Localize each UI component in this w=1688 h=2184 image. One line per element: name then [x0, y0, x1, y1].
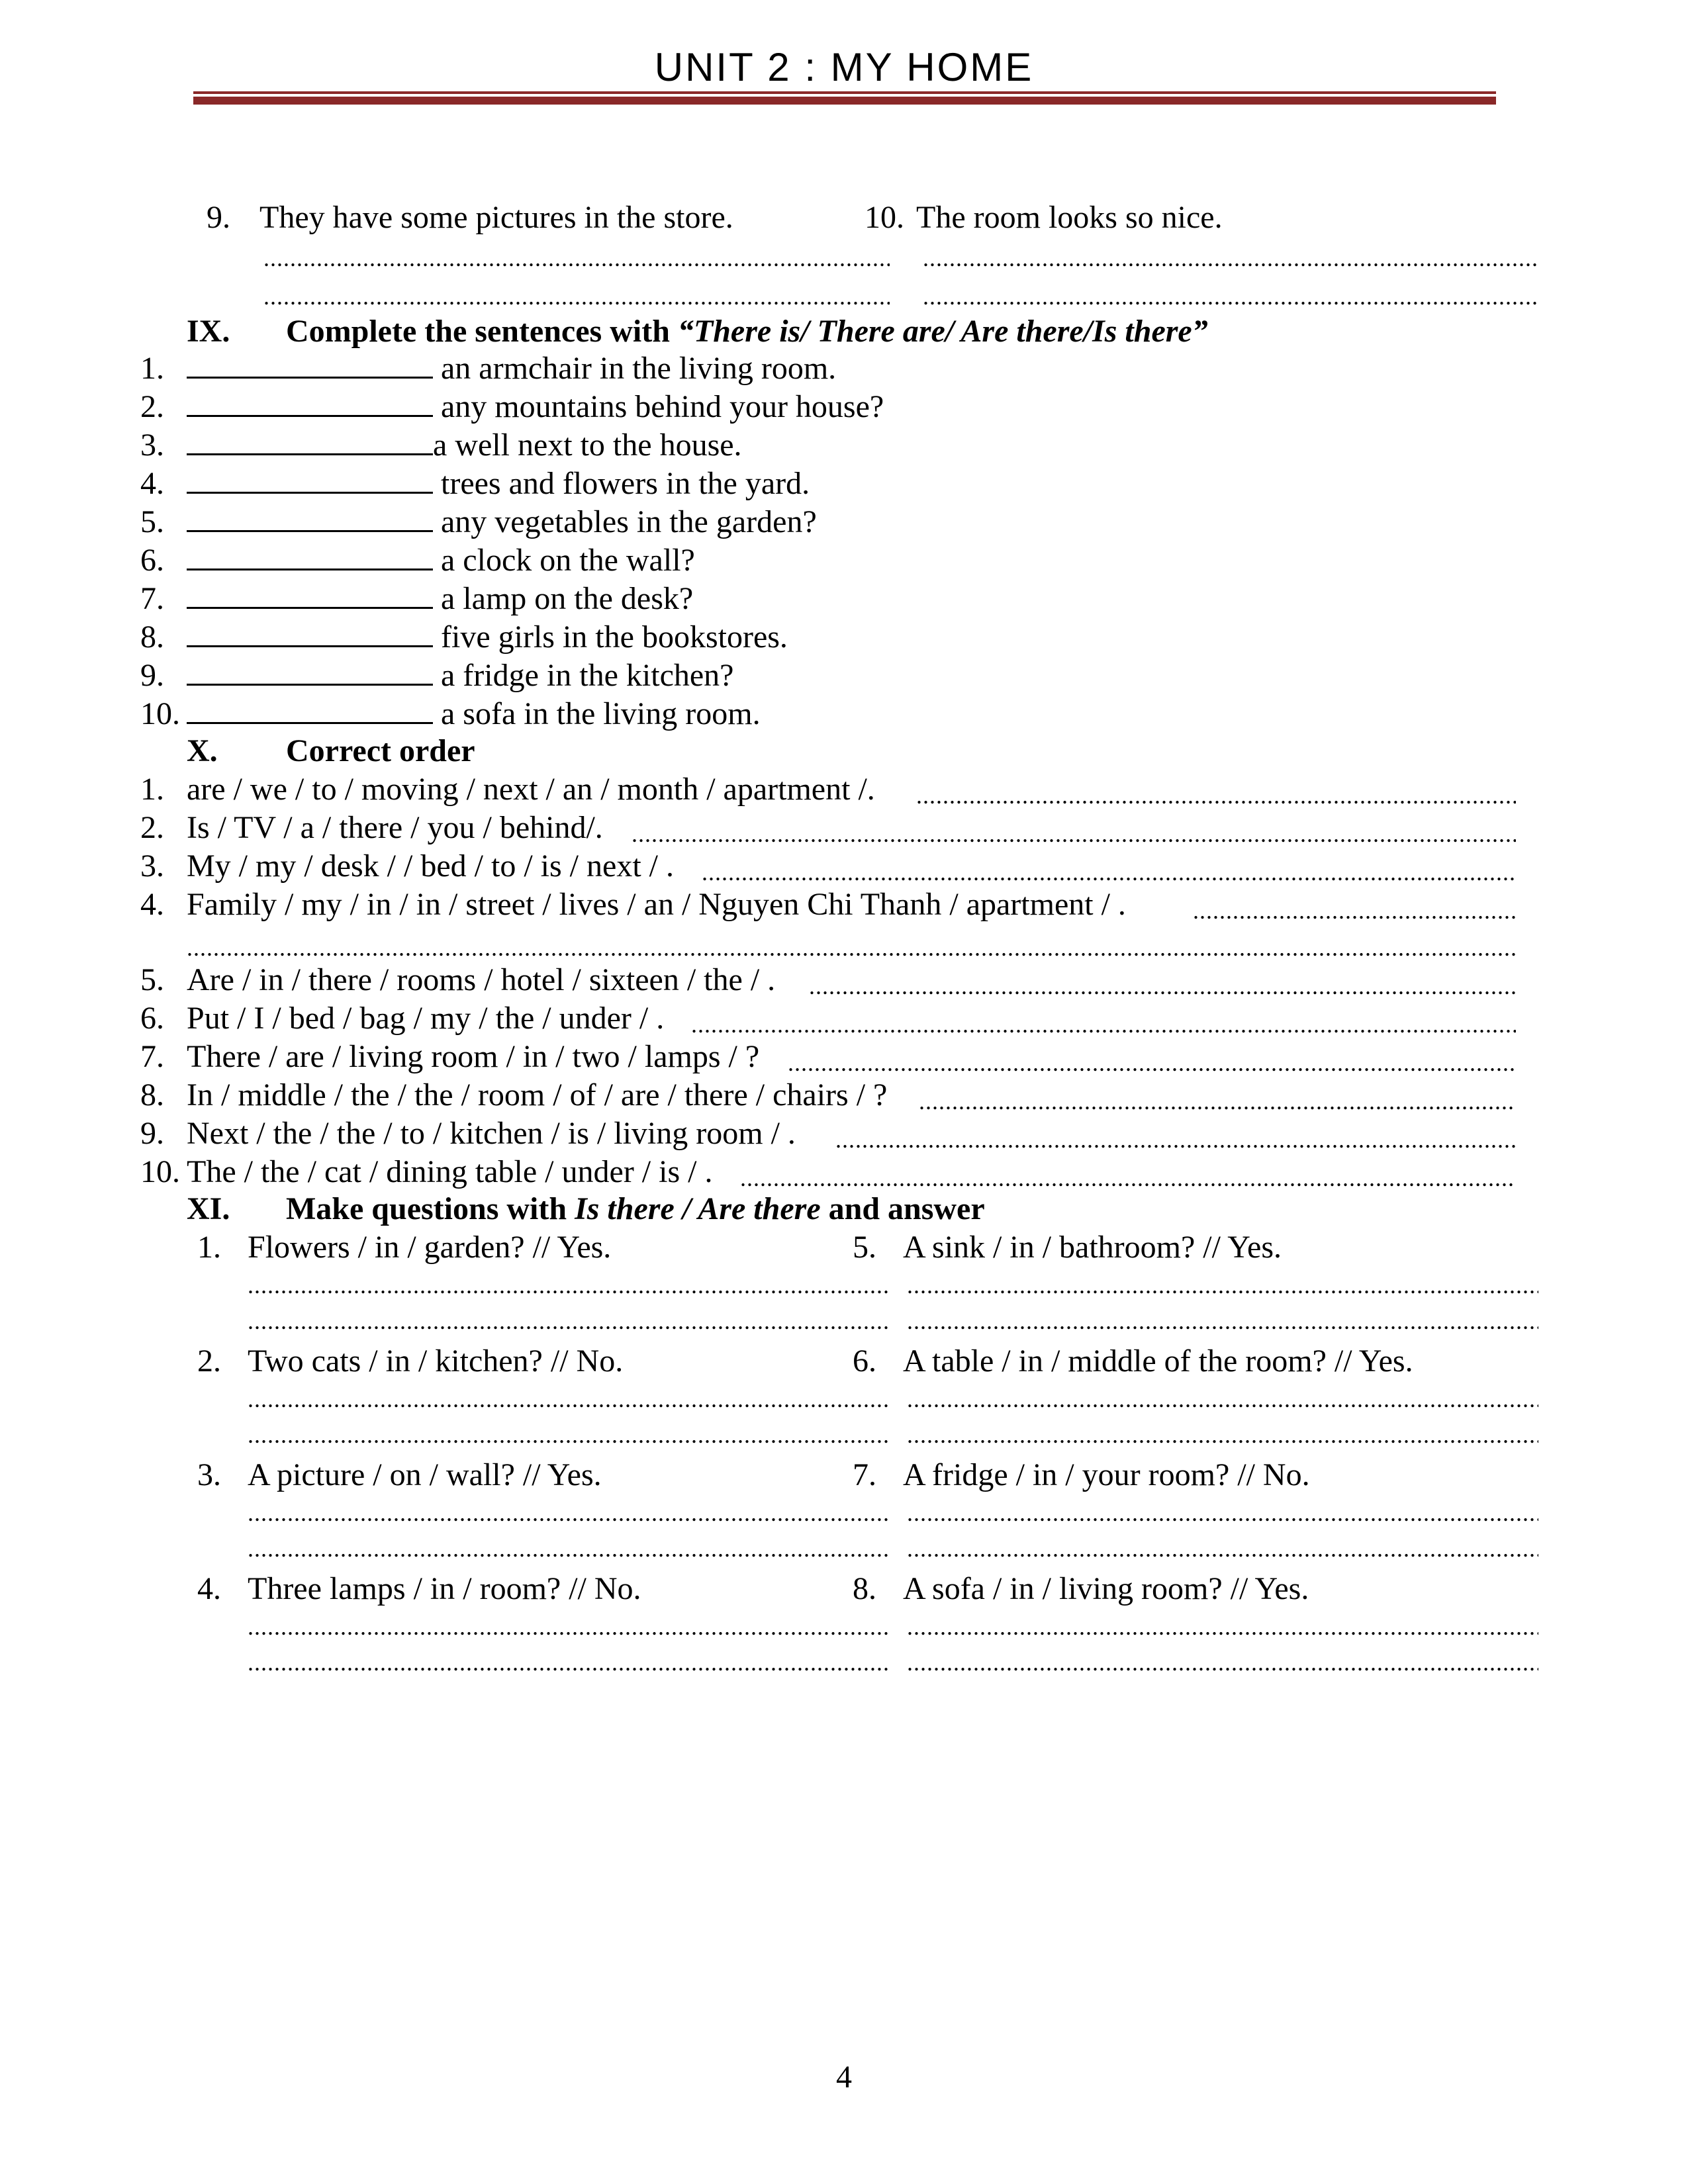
exercise-number: 2. — [197, 1343, 221, 1379]
exercise-number: 4. — [140, 887, 164, 922]
exercise-number: 6. — [140, 543, 164, 578]
section-heading-text: Complete the sentences with — [286, 314, 678, 349]
fill-in-sentence — [187, 618, 788, 657]
answer-line[interactable] — [248, 1386, 890, 1412]
blank-field[interactable] — [187, 580, 433, 609]
scrambled-sentence: Put / I / bed / bag / my / the / under / . — [187, 1001, 665, 1036]
answer-line[interactable] — [907, 1500, 1538, 1526]
sentence-text: an armchair in the living room. — [441, 351, 837, 386]
answer-line[interactable] — [248, 1422, 890, 1448]
blank-field[interactable] — [187, 465, 433, 494]
section-numeral: XI. — [187, 1191, 230, 1226]
exercise-number: 2. — [140, 389, 164, 424]
scrambled-sentence: There / are / living room / in / two / lamps / ? — [187, 1039, 760, 1074]
sentence-text: any mountains behind your house? — [441, 389, 884, 424]
exercise-sentence: They have some pictures in the store. — [259, 200, 733, 235]
section-numeral: IX. — [187, 314, 230, 349]
blank-field[interactable] — [187, 619, 433, 647]
section-heading — [286, 312, 1208, 351]
fill-in-sentence — [187, 657, 733, 695]
header-rule-thick — [193, 97, 1496, 105]
scrambled-sentence: My / my / desk / / bed / to / is / next / . — [187, 848, 674, 884]
exercise-number: 2. — [140, 810, 164, 845]
exercise-number: 8. — [853, 1571, 876, 1606]
scrambled-sentence: Is / TV / a / there / you / behind/. — [187, 810, 603, 845]
answer-line[interactable] — [923, 245, 1538, 271]
exercise-number: 1. — [140, 772, 164, 807]
blank-field[interactable] — [187, 696, 433, 724]
section-heading: Correct order — [286, 733, 475, 768]
exercise-number: 7. — [853, 1457, 876, 1492]
section-numeral: X. — [187, 733, 218, 768]
answer-line[interactable] — [248, 1649, 890, 1676]
section-heading-emphasis: “There is/ There are/ Are there/Is there” — [677, 314, 1208, 349]
answer-line[interactable] — [923, 283, 1538, 310]
fill-in-sentence — [187, 695, 761, 733]
exercise-number: 10. — [140, 1154, 180, 1189]
exercise-number: 3. — [140, 428, 164, 463]
question-prompt: A table / in / middle of the room? // Yes. — [903, 1343, 1413, 1379]
page-number: 4 — [836, 2060, 852, 2095]
fill-in-sentence — [187, 426, 742, 465]
answer-line[interactable] — [263, 245, 890, 271]
blank-field[interactable] — [187, 350, 433, 379]
fill-in-sentence — [187, 541, 695, 580]
blank-field[interactable] — [187, 542, 433, 570]
scrambled-sentence: Family / my / in / in / street / lives / an / Nguyen Chi Thanh / apartment / . — [187, 887, 1126, 922]
question-prompt: A sink / in / bathroom? // Yes. — [903, 1230, 1282, 1265]
exercise-number: 6. — [853, 1343, 876, 1379]
fill-in-sentence — [187, 465, 810, 503]
answer-line[interactable] — [788, 1050, 1516, 1076]
answer-line[interactable] — [187, 934, 1516, 961]
exercise-sentence: The room looks so nice. — [916, 200, 1223, 235]
exercise-number: 7. — [140, 581, 164, 616]
section-heading-text: Make questions with — [286, 1191, 575, 1226]
answer-line[interactable] — [835, 1126, 1516, 1153]
section-heading — [286, 1190, 985, 1228]
exercise-number: 1. — [140, 351, 164, 386]
exercise-number: 8. — [140, 619, 164, 655]
sentence-text: any vegetables in the garden? — [441, 504, 817, 539]
exercise-number: 4. — [140, 466, 164, 501]
answer-line[interactable] — [907, 1614, 1538, 1640]
fill-in-sentence — [187, 503, 817, 541]
sentence-text: a well next to the house. — [433, 428, 742, 463]
exercise-number: 5. — [140, 504, 164, 539]
question-prompt: Two cats / in / kitchen? // No. — [248, 1343, 624, 1379]
sentence-text: a sofa in the living room. — [441, 696, 761, 731]
answer-line[interactable] — [919, 1088, 1516, 1115]
exercise-number: 7. — [140, 1039, 164, 1074]
scrambled-sentence: In / middle / the / the / room / of / are / there / chairs / ? — [187, 1077, 888, 1113]
answer-line[interactable] — [632, 821, 1516, 847]
exercise-number: 10. — [140, 696, 180, 731]
page-title: UNIT 2 : MY HOME — [654, 45, 1034, 89]
answer-line[interactable] — [263, 283, 890, 310]
answer-line[interactable] — [740, 1165, 1516, 1191]
scrambled-sentence: The / the / cat / dining table / under / is / . — [187, 1154, 713, 1189]
answer-line[interactable] — [248, 1614, 890, 1640]
answer-line[interactable] — [248, 1272, 890, 1298]
exercise-number: 10. — [865, 200, 904, 235]
section-heading-text: and answer — [820, 1191, 985, 1226]
answer-line[interactable] — [916, 782, 1516, 809]
fill-in-sentence — [187, 580, 693, 618]
sentence-text: trees and flowers in the yard. — [441, 466, 810, 501]
answer-line[interactable] — [907, 1308, 1538, 1334]
answer-line[interactable] — [907, 1649, 1538, 1676]
answer-line[interactable] — [907, 1272, 1538, 1298]
exercise-number: 5. — [140, 962, 164, 997]
header-rule-thin — [193, 91, 1496, 94]
answer-line[interactable] — [809, 973, 1516, 999]
sentence-text: a fridge in the kitchen? — [441, 658, 734, 693]
exercise-number: 6. — [140, 1001, 164, 1036]
question-prompt: Three lamps / in / room? // No. — [248, 1571, 641, 1606]
answer-line[interactable] — [248, 1308, 890, 1334]
question-prompt: Flowers / in / garden? // Yes. — [248, 1230, 612, 1265]
exercise-number: 9. — [140, 1116, 164, 1151]
section-heading-emphasis: Is there / Are there — [575, 1191, 821, 1226]
scrambled-sentence: are / we / to / moving / next / an / month / apartment /. — [187, 772, 875, 807]
sentence-text: a lamp on the desk? — [441, 581, 694, 616]
exercise-number: 9. — [207, 200, 230, 235]
blank-field[interactable] — [187, 657, 433, 686]
fill-in-sentence — [187, 388, 884, 426]
exercise-number: 5. — [853, 1230, 876, 1265]
exercise-number: 9. — [140, 658, 164, 693]
answer-line[interactable] — [691, 1011, 1516, 1038]
answer-line[interactable] — [907, 1422, 1538, 1448]
sentence-text: a clock on the wall? — [441, 543, 695, 578]
question-prompt: A picture / on / wall? // Yes. — [248, 1457, 602, 1492]
exercise-number: 8. — [140, 1077, 164, 1113]
blank-field[interactable] — [187, 427, 433, 455]
exercise-number: 3. — [197, 1457, 221, 1492]
question-prompt: A fridge / in / your room? // No. — [903, 1457, 1310, 1492]
answer-line[interactable] — [248, 1500, 890, 1526]
fill-in-sentence — [187, 349, 836, 388]
blank-field[interactable] — [187, 388, 433, 417]
answer-line[interactable] — [248, 1535, 890, 1562]
blank-field[interactable] — [187, 504, 433, 532]
answer-line[interactable] — [907, 1386, 1538, 1412]
exercise-number: 3. — [140, 848, 164, 884]
exercise-number: 4. — [197, 1571, 221, 1606]
exercise-number: 1. — [197, 1230, 221, 1265]
scrambled-sentence: Next / the / the / to / kitchen / is / living room / . — [187, 1116, 796, 1151]
answer-line[interactable] — [907, 1535, 1538, 1562]
question-prompt: A sofa / in / living room? // Yes. — [903, 1571, 1309, 1606]
answer-line[interactable] — [702, 859, 1516, 886]
sentence-text: five girls in the bookstores. — [441, 619, 788, 655]
answer-line[interactable] — [1193, 897, 1516, 924]
scrambled-sentence: Are / in / there / rooms / hotel / sixteen / the / . — [187, 962, 776, 997]
